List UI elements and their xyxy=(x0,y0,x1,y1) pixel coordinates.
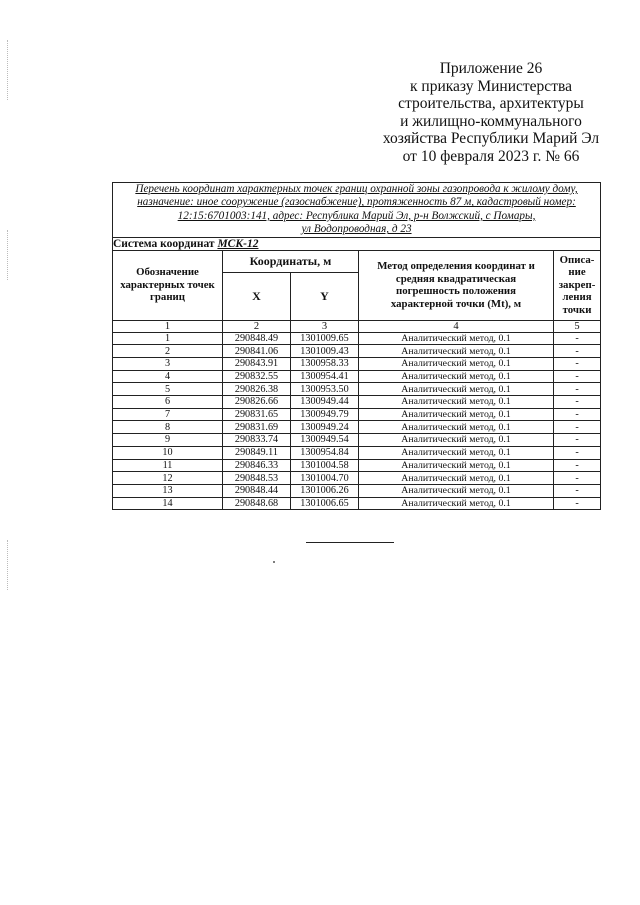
cell-method: Аналитический метод, 0.1 xyxy=(359,472,554,485)
appendix-line: от 10 февраля 2023 г. № 66 xyxy=(402,147,580,165)
header-x: X xyxy=(223,272,291,320)
cell-point-number: 7 xyxy=(113,408,223,421)
cell-description: - xyxy=(554,383,601,396)
cell-method: Аналитический метод, 0.1 xyxy=(359,434,554,447)
cell-coord-y: 1300954.84 xyxy=(291,446,359,459)
scan-speck xyxy=(273,561,275,563)
appendix-line: к приказу Министерства xyxy=(410,77,572,95)
cell-method: Аналитический метод, 0.1 xyxy=(359,459,554,472)
cell-method: Аналитический метод, 0.1 xyxy=(359,408,554,421)
table-row xyxy=(113,345,601,358)
column-number: 3 xyxy=(291,320,359,332)
cell-coord-x: 290833.74 xyxy=(223,434,291,447)
cell-method: Аналитический метод, 0.1 xyxy=(359,396,554,409)
cell-coord-y: 1300954.41 xyxy=(291,370,359,383)
cell-method: Аналитический метод, 0.1 xyxy=(359,383,554,396)
cell-coord-y: 1301009.43 xyxy=(291,345,359,358)
cell-description: - xyxy=(554,421,601,434)
cell-method: Аналитический метод, 0.1 xyxy=(359,446,554,459)
cell-point-number: 1 xyxy=(113,332,223,345)
cell-description: - xyxy=(554,408,601,421)
cell-coord-x: 290848.44 xyxy=(223,484,291,497)
column-number: 2 xyxy=(223,320,291,332)
cell-point-number: 5 xyxy=(113,383,223,396)
caption-line: Перечень координат характерных точек границ охранной зоны газопровода к жилому дому, xyxy=(135,183,578,195)
column-number: 5 xyxy=(554,320,601,332)
cell-method: Аналитический метод, 0.1 xyxy=(359,497,554,510)
cell-point-number: 11 xyxy=(113,459,223,472)
coordinate-system-value: МСК-12 xyxy=(217,237,259,250)
cell-coord-x: 290826.38 xyxy=(223,383,291,396)
column-number: 1 xyxy=(113,320,223,332)
cell-description: - xyxy=(554,472,601,485)
cell-coord-y: 1300949.24 xyxy=(291,421,359,434)
cell-coord-y: 1300949.44 xyxy=(291,396,359,409)
table-row xyxy=(113,408,601,421)
cell-point-number: 14 xyxy=(113,497,223,510)
table-row xyxy=(113,396,601,409)
cell-description: - xyxy=(554,434,601,447)
header-method: Метод определения координат и средняя квадратическая погрешность положения характерной точки (Мt), м xyxy=(359,250,554,320)
table-row xyxy=(113,358,601,371)
cell-coord-x: 290831.69 xyxy=(223,421,291,434)
cell-description: - xyxy=(554,370,601,383)
cell-description: - xyxy=(554,459,601,472)
cell-method: Аналитический метод, 0.1 xyxy=(359,358,554,371)
cell-coord-y: 1301006.26 xyxy=(291,484,359,497)
table-row xyxy=(113,446,601,459)
appendix-line: строительства, архитектуры xyxy=(398,95,584,113)
cell-coord-y: 1300958.33 xyxy=(291,358,359,371)
table-row xyxy=(113,332,601,345)
header-designation: Обозначение характерных точек границ xyxy=(113,250,223,320)
cell-method: Аналитический метод, 0.1 xyxy=(359,421,554,434)
cell-coord-y: 1301006.65 xyxy=(291,497,359,510)
cell-description: - xyxy=(554,358,601,371)
cell-coord-x: 290846.33 xyxy=(223,459,291,472)
cell-coord-x: 290832.55 xyxy=(223,370,291,383)
table-caption xyxy=(113,183,601,238)
header-coordinates: Координаты, м xyxy=(223,250,359,272)
scan-edge-mark xyxy=(7,230,9,280)
cell-description: - xyxy=(554,497,601,510)
cell-coord-x: 290843.91 xyxy=(223,358,291,371)
table-row xyxy=(113,434,601,447)
cell-point-number: 10 xyxy=(113,446,223,459)
cell-coord-y: 1300949.79 xyxy=(291,408,359,421)
cell-description: - xyxy=(554,332,601,345)
cell-method: Аналитический метод, 0.1 xyxy=(359,370,554,383)
signature-line xyxy=(306,542,394,543)
cell-coord-x: 290848.68 xyxy=(223,497,291,510)
table-row xyxy=(113,421,601,434)
header-description: Описа-ние закреп-ления точки xyxy=(554,250,601,320)
table-row xyxy=(113,383,601,396)
appendix-line: и жилищно-коммунального xyxy=(400,112,582,130)
cell-description: - xyxy=(554,396,601,409)
caption-line: ул Водопроводная, д 23 xyxy=(301,223,412,236)
cell-point-number: 8 xyxy=(113,421,223,434)
header-y: Y xyxy=(291,272,359,320)
scan-edge-mark xyxy=(7,40,9,100)
coordinate-system xyxy=(113,237,601,250)
cell-coord-y: 1300949.54 xyxy=(291,434,359,447)
cell-coord-x: 290841.06 xyxy=(223,345,291,358)
table-row xyxy=(113,472,601,485)
scan-edge-mark xyxy=(7,540,9,590)
cell-coord-x: 290849.11 xyxy=(223,446,291,459)
cell-description: - xyxy=(554,484,601,497)
cell-coord-x: 290831.65 xyxy=(223,408,291,421)
cell-coord-y: 1301009.65 xyxy=(291,332,359,345)
cell-point-number: 9 xyxy=(113,434,223,447)
caption-line: назначение: иное сооружение (газоснабжение), протяженность 87 м, кадастровый номер: xyxy=(137,196,576,209)
cell-point-number: 12 xyxy=(113,472,223,485)
table-row xyxy=(113,459,601,472)
table-row xyxy=(113,497,601,510)
cell-point-number: 2 xyxy=(113,345,223,358)
appendix-line: Приложение 26 xyxy=(439,60,543,77)
cell-method: Аналитический метод, 0.1 xyxy=(359,345,554,358)
cell-point-number: 6 xyxy=(113,396,223,409)
cell-description: - xyxy=(554,446,601,459)
table-row xyxy=(113,370,601,383)
column-number-row xyxy=(113,320,601,332)
cell-point-number: 3 xyxy=(113,358,223,371)
cell-coord-y: 1301004.70 xyxy=(291,472,359,485)
cell-coord-x: 290848.53 xyxy=(223,472,291,485)
cell-coord-x: 290826.66 xyxy=(223,396,291,409)
coordinates-table xyxy=(112,182,601,510)
cell-coord-y: 1301004.58 xyxy=(291,459,359,472)
column-number: 4 xyxy=(359,320,554,332)
caption-line: 12:15:6701003:141, адрес: Республика Марий Эл, р-н Волжский, с Помары, xyxy=(177,209,536,222)
coordinate-system-label: Система координат xyxy=(113,237,215,250)
cell-point-number: 13 xyxy=(113,484,223,497)
cell-method: Аналитический метод, 0.1 xyxy=(359,332,554,345)
appendix-line: хозяйства Республики Марий Эл xyxy=(382,130,600,148)
cell-point-number: 4 xyxy=(113,370,223,383)
table-row xyxy=(113,484,601,497)
cell-description: - xyxy=(554,345,601,358)
cell-method: Аналитический метод, 0.1 xyxy=(359,484,554,497)
cell-coord-x: 290848.49 xyxy=(223,332,291,345)
cell-coord-y: 1300953.50 xyxy=(291,383,359,396)
appendix-header xyxy=(360,60,622,166)
